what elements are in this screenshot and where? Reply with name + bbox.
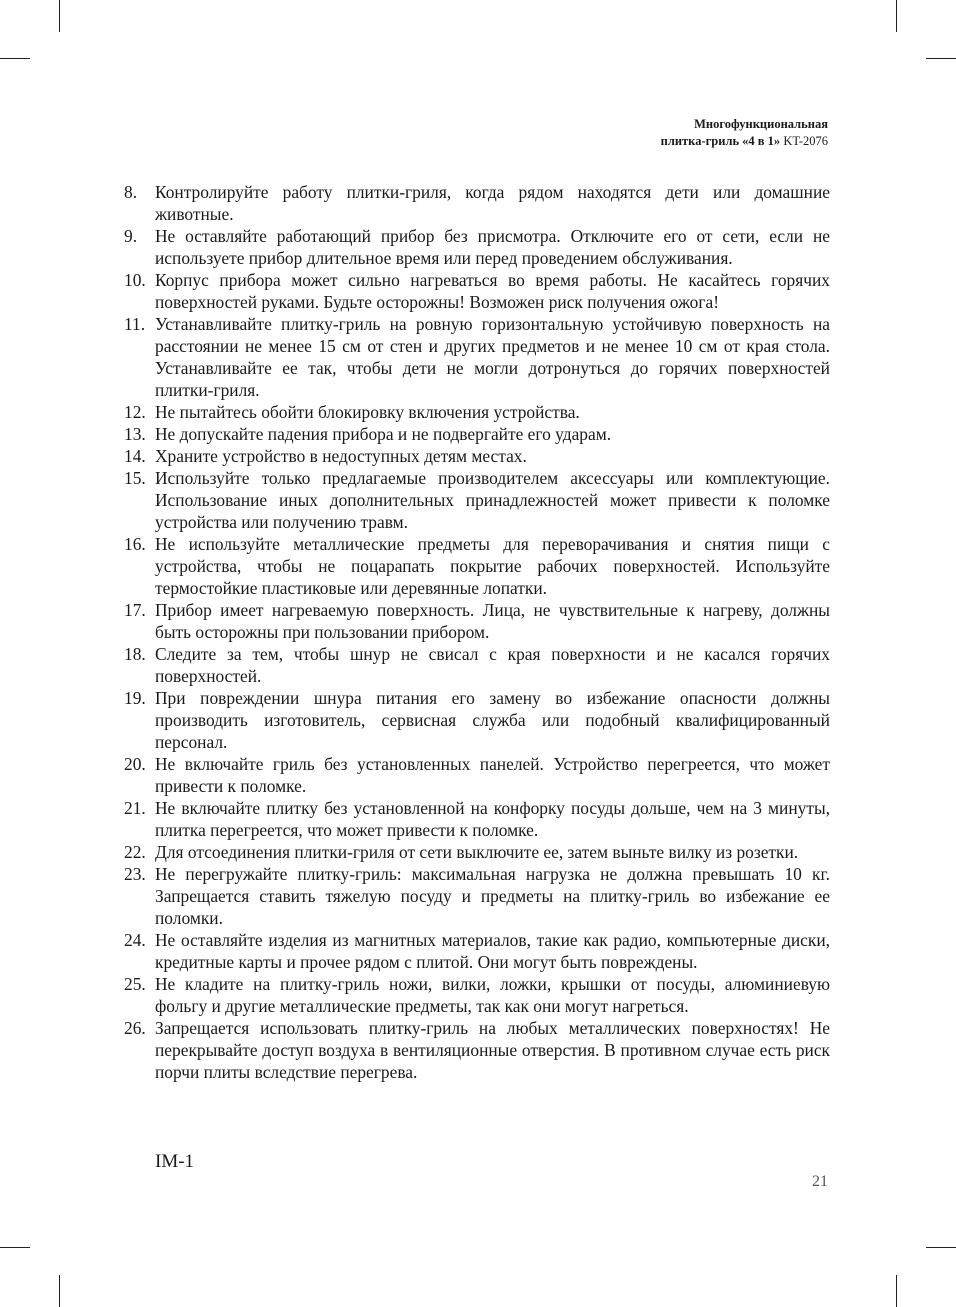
list-item: [124, 863, 830, 929]
item-number: 15.: [124, 468, 146, 488]
running-header: [661, 116, 828, 150]
item-text: Запрещается использовать плитку-гриль на любых металлических поверхностях! Не перекрывайте доступ воздуха в вентиляционные отверстия. В противном случае есть риск порчи плиты вследствие перегрева.: [155, 1018, 830, 1082]
item-number: 18.: [124, 644, 146, 664]
item-number: 23.: [124, 864, 146, 884]
crop-mark: [59, 0, 60, 32]
item-text: Для отсоединения плитки-гриля от сети выключите ее, затем выньте вилку из розетки.: [155, 842, 799, 862]
item-text: Устанавливайте плитку-гриль на ровную горизонтальную устойчивую поверхность на расстоянии не менее 15 см от стен и других предметов и не менее 10 см от края стола. Устанавливайте ее так, чтобы дети не могли дотронуться до горячих поверхностей плитки-гриля.: [155, 314, 830, 400]
list-item: [124, 467, 830, 533]
item-number: 8.: [124, 182, 138, 202]
item-text: При повреждении шнура питания его замену во избежание опасности должны производить изготовитель, сервисная служба или подобный квалифицированный персонал.: [155, 688, 830, 752]
list-item: [124, 753, 830, 797]
item-number: 20.: [124, 754, 146, 774]
list-item: [124, 225, 830, 269]
item-text: Не пытайтесь обойти блокировку включения устройства.: [155, 402, 580, 422]
item-number: 13.: [124, 424, 146, 444]
crop-mark: [896, 1275, 897, 1307]
list-item: [124, 313, 830, 401]
item-number: 12.: [124, 402, 146, 422]
item-text: Не допускайте падения прибора и не подвергайте его ударам.: [155, 424, 612, 444]
item-number: 9.: [124, 226, 138, 246]
crop-mark: [59, 1275, 60, 1307]
item-number: 21.: [124, 798, 146, 818]
list-item: [124, 797, 830, 841]
item-number: 26.: [124, 1018, 146, 1038]
crop-mark: [0, 58, 30, 59]
list-item: [124, 1017, 830, 1083]
crop-mark: [926, 1247, 956, 1248]
item-text: Не оставляйте работающий прибор без присмотра. Отключите его от сети, если не используете прибор длительное время или перед проведением обслуживания.: [155, 226, 830, 268]
item-text: Корпус прибора может сильно нагреваться во время работы. Не касайтесь горячих поверхностей руками. Будьте осторожны! Возможен риск получения ожога!: [155, 270, 830, 312]
item-text: Храните устройство в недоступных детям местах.: [155, 446, 527, 466]
item-text: Следите за тем, чтобы шнур не свисал с края поверхности и не касался горячих поверхностей.: [155, 644, 830, 686]
item-text: Контролируйте работу плитки-гриля, когда рядом находятся дети или домашние животные.: [155, 182, 830, 224]
item-text: Используйте только предлагаемые производителем аксессуары или комплектующие. Использование иных дополнительных принадлежностей может привести к поломке устройства или получению травм.: [155, 468, 830, 532]
list-item: [124, 687, 830, 753]
item-number: 11.: [124, 314, 146, 334]
list-item: [124, 423, 830, 445]
item-text: Не оставляйте изделия из магнитных материалов, такие как радио, компьютерные диски, кредитные карты и прочее рядом с плитой. Они могут быть повреждены.: [155, 930, 830, 972]
list-item: [124, 643, 830, 687]
item-text: Не перегружайте плитку-гриль: максимальная нагрузка не должна превышать 10 кг. Запрещается ставить тяжелую посуду и предметы на плитку-гриль во избежание ее поломки.: [155, 864, 830, 928]
item-number: 24.: [124, 930, 146, 950]
list-item: [124, 533, 830, 599]
item-number: 14.: [124, 446, 146, 466]
crop-mark: [896, 0, 897, 32]
list-item: [124, 929, 830, 973]
crop-mark: [926, 58, 956, 59]
item-number: 16.: [124, 534, 146, 554]
list-item: [124, 599, 830, 643]
item-text: Прибор имеет нагреваемую поверхность. Лица, не чувствительные к нагреву, должны быть осторожны при пользовании прибором.: [155, 600, 830, 642]
item-text: Не включайте плитку без установленной на конфорку посуды дольше, чем на 3 минуты, плитка перегреется, что может привести к поломке.: [155, 798, 830, 840]
list-item: [124, 181, 830, 225]
item-number: 22.: [124, 842, 146, 862]
item-number: 25.: [124, 974, 146, 994]
item-text: Не кладите на плитку-гриль ножи, вилки, ложки, крышки от посуды, алюминиевую фольгу и другие металлические предметы, так как они могут нагреться.: [155, 974, 830, 1016]
list-item: [124, 445, 830, 467]
header-model: KT-2076: [783, 134, 828, 148]
item-number: 10.: [124, 270, 146, 290]
item-text: Не включайте гриль без установленных панелей. Устройство перегреется, что может привести к поломке.: [155, 754, 830, 796]
header-title-line2: плитка-гриль «4 в 1» KT-2076: [660, 134, 828, 148]
item-text: Не используйте металлические предметы для переворачивания и снятия пищи с устройства, чтобы не поцарапать покрытие рабочих поверхностей. Используйте термостойкие пластиковые или деревянные лопатки.: [155, 534, 830, 598]
list-item: [124, 401, 830, 423]
list-item: [124, 269, 830, 313]
page-number: 21: [812, 1173, 828, 1190]
item-number: 19.: [124, 688, 146, 708]
safety-instructions-list: [124, 181, 830, 1083]
document-code: IM-1: [155, 1151, 195, 1172]
list-item: [124, 841, 830, 863]
header-title-line1: Многофункциональная: [694, 117, 828, 131]
crop-mark: [0, 1247, 30, 1248]
item-number: 17.: [124, 600, 146, 620]
list-item: [124, 973, 830, 1017]
